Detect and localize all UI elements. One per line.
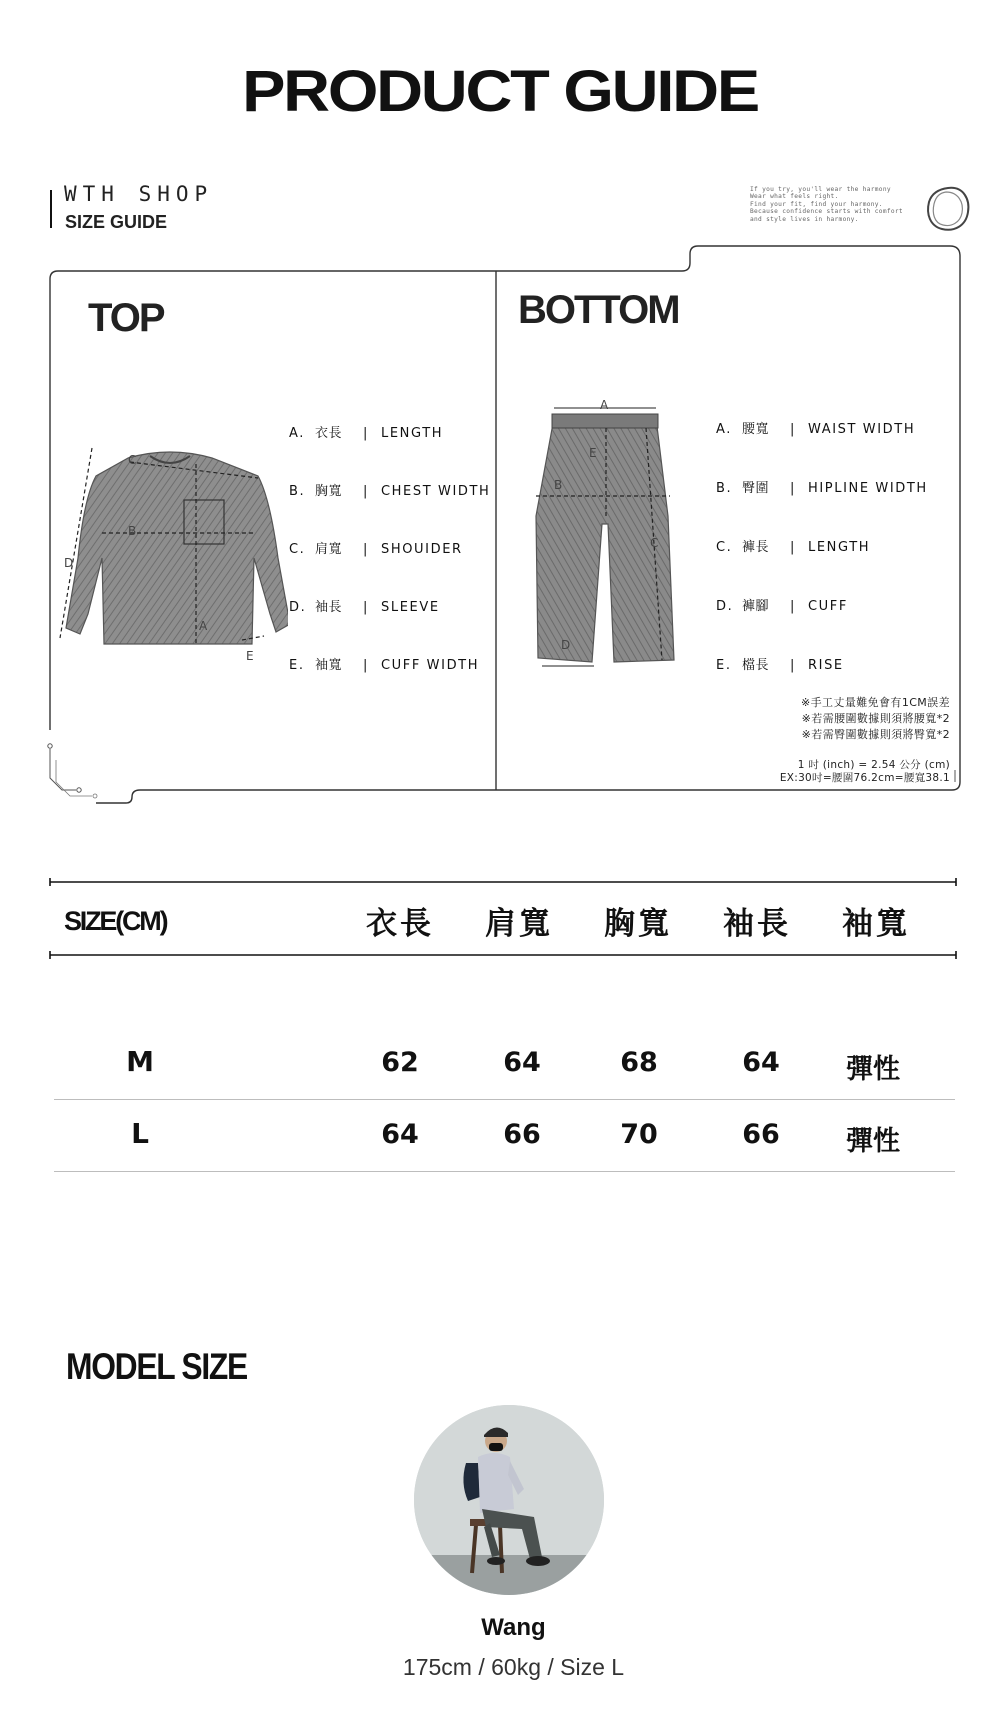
spec-row <box>289 480 490 499</box>
table-cell: 64 <box>381 1119 419 1150</box>
conversion-line: 1 吋 (inch) = 2.54 公分 (cm) <box>797 759 950 771</box>
spec-zh: 褲腳 <box>742 599 770 614</box>
size-guide-label: SIZE GUIDE <box>65 212 168 232</box>
spec-letter: D. <box>289 600 307 615</box>
spec-en: WAIST WIDTH <box>808 422 916 437</box>
spec-letter: C. <box>289 542 306 557</box>
brand-name: WTH SHOP <box>64 182 214 206</box>
table-cell: 64 <box>742 1047 780 1078</box>
spec-en: CUFF WIDTH <box>381 658 480 673</box>
top-section-title: TOP <box>88 296 164 340</box>
spec-letter: A. <box>289 426 305 441</box>
tagline-line: If you try, you'll wear the harmony <box>750 186 891 193</box>
spec-separator: | <box>790 422 796 437</box>
spec-zh: 袖寬 <box>315 658 343 673</box>
table-cell: 彈性 <box>846 1054 900 1085</box>
column-header: 肩寬 <box>485 906 553 942</box>
spec-letter: D. <box>716 599 734 614</box>
column-header: 袖寬 <box>842 906 910 942</box>
tagline-line: Find your fit, find your harmony. <box>750 200 883 208</box>
spec-en: LENGTH <box>381 426 444 441</box>
table-cell: 66 <box>742 1119 780 1150</box>
table-cell: 62 <box>381 1047 419 1078</box>
row-divider <box>54 1171 955 1172</box>
spec-row <box>716 536 870 555</box>
note-line: ※手工丈量難免會有1CM誤差 <box>801 696 950 709</box>
shirt-marker-e: E <box>246 649 254 663</box>
spec-en: RISE <box>808 658 844 673</box>
note-line: ※若需臀圍數據則須將臀寬*2 <box>801 728 950 741</box>
spec-row <box>716 418 915 437</box>
bottom-section-title: BOTTOM <box>518 288 679 332</box>
row-divider <box>54 1099 955 1100</box>
spec-en: HIPLINE WIDTH <box>808 481 928 496</box>
spec-row <box>289 422 443 441</box>
spec-separator: | <box>363 426 369 441</box>
model-photo <box>414 1405 604 1595</box>
spec-letter: E. <box>716 658 732 673</box>
size-table-label: SIZE(CM) <box>64 906 167 936</box>
spec-en: SHOUIDER <box>381 542 463 557</box>
spec-letter: C. <box>716 540 733 555</box>
table-cell: 彈性 <box>846 1126 900 1157</box>
model-name: Wang <box>481 1614 546 1641</box>
spec-separator: | <box>790 658 796 673</box>
spec-row <box>289 596 440 615</box>
model-size-title: MODEL SIZE <box>66 1346 247 1387</box>
model-stats: 175cm / 60kg / Size L <box>402 1654 625 1680</box>
spec-zh: 袖長 <box>315 600 343 615</box>
table-cell: 64 <box>503 1047 541 1078</box>
spec-separator: | <box>363 542 369 557</box>
measurement-notes <box>760 695 950 743</box>
page-title: PRODUCT GUIDE <box>242 59 758 124</box>
model-figure-icon <box>414 1405 604 1595</box>
column-header: 衣長 <box>366 906 434 942</box>
size-cell: M <box>126 1045 154 1078</box>
pants-marker-d: D <box>561 638 571 652</box>
spec-row <box>716 477 928 496</box>
column-header: 袖長 <box>723 906 791 942</box>
spec-separator: | <box>790 540 796 555</box>
unit-conversion <box>760 759 950 785</box>
table-cell: 66 <box>503 1119 541 1150</box>
spec-zh: 褲長 <box>742 540 770 555</box>
pants-marker-c: C <box>650 536 659 550</box>
note-line: ※若需腰圍數據則須將腰寬*2 <box>801 712 950 725</box>
spec-en: SLEEVE <box>381 600 440 615</box>
pants-marker-b: B <box>554 478 563 492</box>
size-cell: L <box>131 1117 149 1150</box>
spec-separator: | <box>363 600 369 615</box>
spec-separator: | <box>790 599 796 614</box>
bottom-spec-list <box>716 0 956 700</box>
spec-en: LENGTH <box>808 540 871 555</box>
spec-en: CUFF <box>808 599 848 614</box>
spec-zh: 胸寬 <box>315 484 343 499</box>
pants-marker-a: A <box>600 398 609 412</box>
spec-letter: B. <box>716 481 733 496</box>
spec-zh: 肩寬 <box>315 542 343 557</box>
tagline-line: Wear what feels right. <box>750 193 839 201</box>
spec-separator: | <box>790 481 796 496</box>
shirt-marker-c: C <box>128 453 137 467</box>
spec-zh: 檔長 <box>742 658 770 673</box>
table-cell: 70 <box>620 1119 658 1150</box>
spec-row <box>716 654 844 673</box>
column-header: 胸寬 <box>604 906 672 942</box>
shirt-marker-d: D <box>64 556 74 570</box>
spec-row <box>289 538 463 557</box>
table-cell: 68 <box>620 1047 658 1078</box>
spec-letter: B. <box>289 484 306 499</box>
conversion-line: EX:30吋=腰圍76.2cm=腰寬38.1 <box>779 772 950 784</box>
tagline-line: Because confidence starts with comfort <box>750 208 903 216</box>
spec-row <box>289 654 479 673</box>
spec-separator: | <box>363 658 369 673</box>
spec-zh: 腰寬 <box>742 422 770 437</box>
pants-marker-e: E <box>589 446 597 460</box>
spec-letter: A. <box>716 422 732 437</box>
top-spec-list <box>289 0 494 700</box>
spec-separator: | <box>363 484 369 499</box>
spec-row <box>716 595 848 614</box>
shirt-marker-b: B <box>128 524 137 538</box>
shirt-illustration <box>58 438 288 668</box>
spec-zh: 臀圍 <box>742 481 770 496</box>
shirt-marker-a: A <box>199 619 208 633</box>
tagline-line: and style lives in harmony. <box>750 215 859 223</box>
spec-letter: E. <box>289 658 305 673</box>
spec-en: CHEST WIDTH <box>381 484 491 499</box>
spec-zh: 衣長 <box>315 426 343 441</box>
